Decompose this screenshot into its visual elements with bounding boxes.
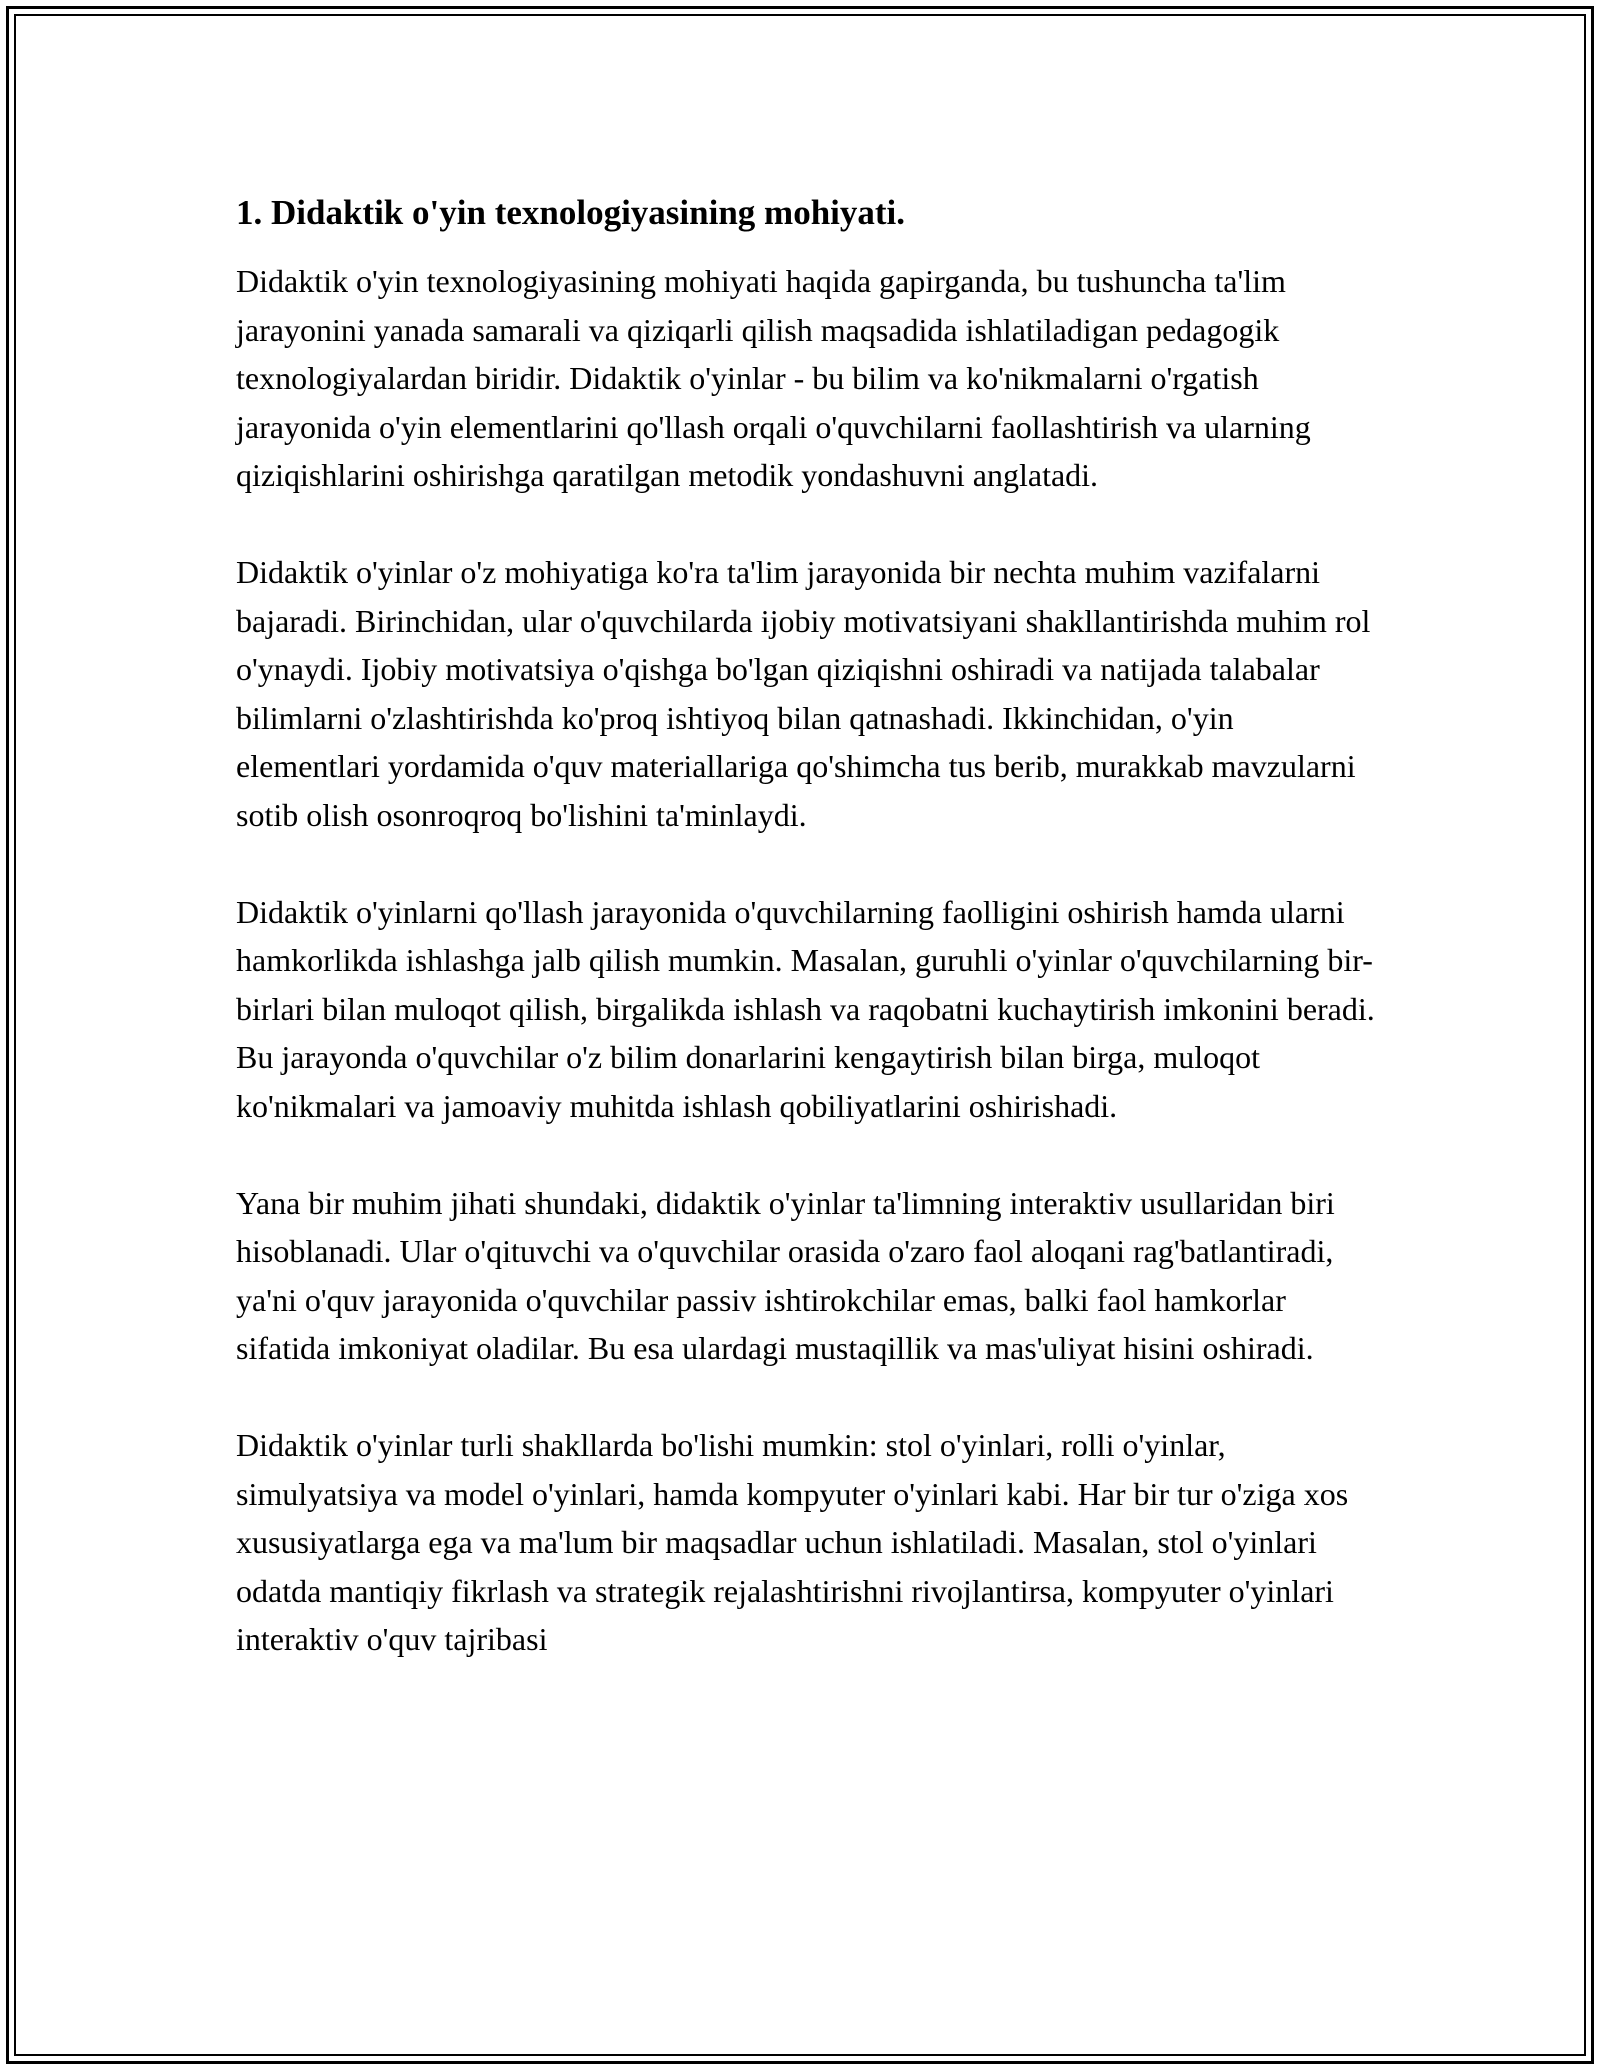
document-body bbox=[236, 187, 1376, 1712]
paragraph-4: Yana bir muhim jihati shundaki, didaktik o'yinlar ta'limning interaktiv usullaridan biri hisoblanadi. Ular o'qituvchi va o'quvchilar orasida o'zaro faol aloqani rag'batlantiradi, ya'ni o'quv jarayonida o'quvchilar passiv ishtirokchilar emas, balki faol hamkorlar sifatida imkoniyat oladilar. Bu esa ulardagi mustaqillik va mas'uliyat hisini oshiradi. bbox=[236, 1184, 1335, 1366]
paragraph-5: Didaktik o'yinlar turli shakllarda bo'lishi mumkin: stol o'yinlari, rolli o'yinlar, simulyatsiya va model o'yinlari, hamda kompyuter o'yinlari kabi. Har bir tur o'ziga xos xususiyatlarga ega va ma'lum bir maqsadlar uchun ishlatiladi. Masalan, stol o'yinlari odatda mantiqiy fikrlash va strategik rejalashtirishni rivojlantirsa, kompyuter o'yinlari interaktiv o'quv tajribasi bbox=[236, 1427, 1349, 1657]
paragraph-3: Didaktik o'yinlarni qo'llash jarayonida o'quvchilarning faolligini oshirish hamda ularni hamkorlikda ishlashga jalb qilish mumkin. Masalan, guruhli o'yinlar o'quvchilarning bir-birlari bilan muloqot qilish, birgalikda ishlash va raqobatni kuchaytirish imkonini beradi. Bu jarayonda o'quvchilar o'z bilim donarlarini kengaytirish bilan birga, muloqot ko'nikmalari va jamoaviy muhitda ishlash qobiliyatlarini oshirishadi. bbox=[236, 893, 1375, 1124]
paragraph-1: Didaktik o'yin texnologiyasining mohiyati haqida gapirganda, bu tushuncha ta'lim jarayonini yanada samarali va qiziqarli qilish maqsadida ishlatiladigan pedagogik texnologiyalardan biridir. Didaktik o'yinlar - bu bilim va ko'nikmalarni o'rgatish jarayonida o'yin elementlarini qo'llash orqali o'quvchilarni faollashtirish va ularning qiziqishlarini oshirishga qaratilgan metodik yondashuvni anglatadi. bbox=[236, 263, 1311, 493]
paragraph-2: Didaktik o'yinlar o'z mohiyatiga ko'ra ta'lim jarayonida bir nechta muhim vazifalarni bajaradi. Birinchidan, ular o'quvchilarda ijobiy motivatsiyani shakllantirishda muhim rol o'ynaydi. Ijobiy motivatsiya o'qishga bo'lgan qiziqishni oshiradi va natijada talabalar bilimlarni o'zlashtirishda ko'proq ishtiyoq bilan qatnashadi. Ikkinchidan, o'yin elementlari yordamida o'quv materiallariga qo'shimcha tus berib, murakkab mavzularni sotib olish osonroqroq bo'lishini ta'minlaydi. bbox=[236, 554, 1371, 833]
section-heading: 1. Didaktik o'yin texnologiyasining mohiyati. bbox=[236, 193, 906, 232]
